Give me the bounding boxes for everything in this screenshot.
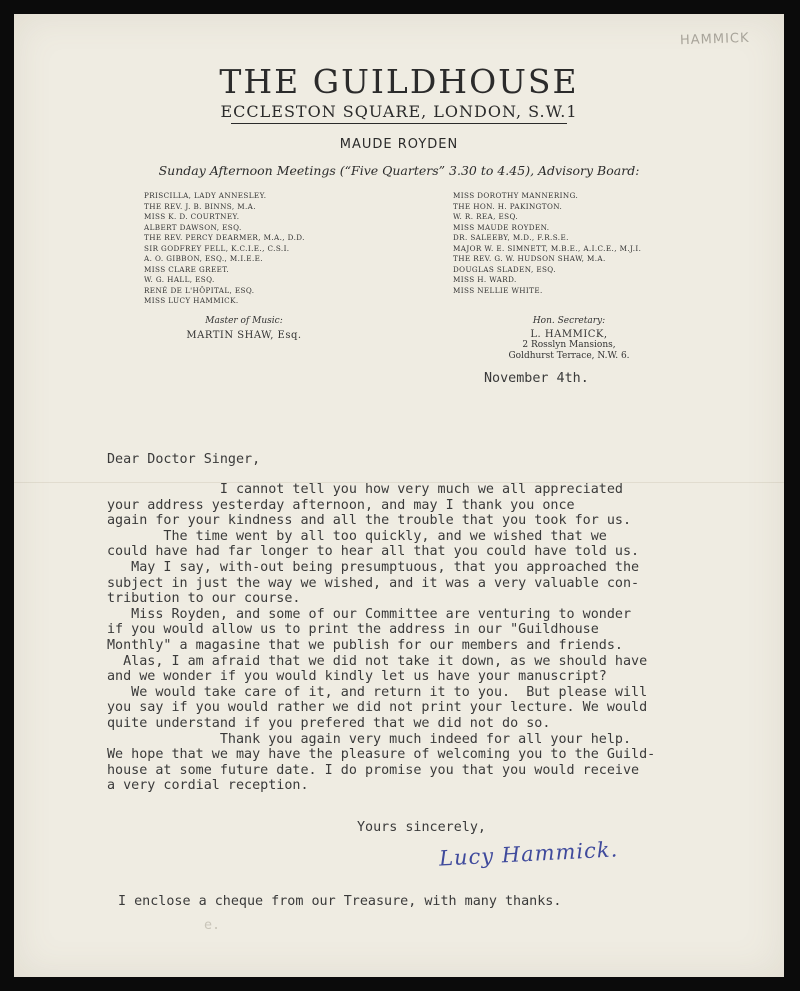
advisory-board-right (453, 191, 641, 296)
body-line: tribution to our course. (107, 591, 301, 607)
letter-salutation: Dear Doctor Singer, (107, 452, 261, 467)
body-line: subject in just the way we wished, and it was a very valuable con- (107, 575, 640, 591)
board-member: THE REV. G. W. HUDSON SHAW, M.A. (453, 254, 606, 263)
letterhead-address: ECCLESTON SQUARE, LONDON, S.W.1 (220, 102, 578, 121)
body-line: if you would allow us to print the address in our "Guildhouse (107, 622, 599, 638)
officer-address-line: 2 Rosslyn Mansions, (522, 340, 616, 350)
board-member: SIR GODFREY FELL, K.C.I.E., C.S.I. (144, 243, 290, 253)
hon-secretary (479, 316, 659, 362)
board-member: MISS CLARE GREET. (144, 264, 230, 274)
letter-page (14, 14, 784, 977)
letter-postscript: I enclose a cheque from our Treasure, with many thanks. (118, 894, 562, 909)
board-member: MISS MAUDE ROYDEN. (453, 222, 550, 232)
board-member: DR. SALEEBY, M.D., F.R.S.E. (453, 233, 569, 242)
body-line: a very cordial reception. (107, 778, 309, 794)
board-member: THE HON. H. PAKINGTON. (453, 201, 563, 211)
body-line: and we wonder if you would kindly let us have your manuscript? (107, 669, 607, 685)
officer-role: Hon. Secretary: (532, 316, 606, 326)
board-member: RENÉ DE L'HÔPITAL, ESQ. (144, 285, 255, 295)
board-member: MISS LUCY HAMMICK. (144, 296, 239, 305)
body-line: Monthly" a magasine that we publish for our members and friends. (107, 637, 623, 653)
advisory-board-left (144, 191, 305, 307)
body-line: you say if you would rather we did not print your lecture. We would (107, 700, 648, 716)
body-line: could have had far longer to hear all that you could have told us. (107, 544, 640, 560)
officer-role: Master of Music: (205, 316, 283, 326)
officer-name: L. HAMMICK, (530, 329, 608, 340)
board-member: MAJOR W. E. SIMNETT, M.B.E., A.I.C.E., M.J.I. (453, 243, 642, 253)
letterhead-rule (231, 123, 567, 124)
body-line: We would take care of it, and return it to you. But please will (107, 684, 648, 700)
officer-address-line: Goldhurst Terrace, N.W. 6. (508, 351, 630, 361)
board-member: MISS K. D. COURTNEY. (144, 212, 240, 221)
board-member: DOUGLAS SLADEN, ESQ. (453, 264, 556, 274)
board-member: W. R. REA, ESQ. (453, 212, 519, 221)
handwritten-signature: Lucy Hammick. (438, 837, 619, 871)
body-line: The time went by all too quickly, and we wished that we (107, 528, 607, 544)
board-member: MISS NELLIE WHITE. (453, 285, 543, 295)
body-line: house at some future date. I do promise you that you would receive (107, 762, 640, 778)
letter-body (107, 482, 767, 794)
master-of-music (164, 316, 324, 341)
letter-closing: Yours sincerely, (357, 820, 486, 835)
letterhead-meetings: Sunday Afternoon Meetings (“Five Quarters” 3.30 to 4.45), Advisory Board: (158, 163, 640, 178)
board-member: ALBERT DAWSON, ESQ. (144, 222, 242, 232)
letter-date: November 4th. (484, 371, 589, 386)
faint-offset-text: e. (204, 918, 221, 933)
board-member: MISS DOROTHY MANNERING. (453, 191, 579, 200)
board-member: W. G. HALL, ESQ. (144, 275, 215, 284)
board-member: PRISCILLA, LADY ANNESLEY. (144, 191, 267, 200)
body-line: Thank you again very much indeed for all your help. (107, 731, 632, 747)
body-line: Miss Royden, and some of our Committee are venturing to wonder (107, 606, 632, 622)
body-line: I cannot tell you how very much we all appreciated (107, 482, 623, 497)
board-member: MISS H. WARD. (453, 275, 517, 284)
letterhead-title: THE GUILDHOUSE (219, 62, 579, 101)
body-line: quite understand if you prefered that we did not do so. (107, 715, 551, 731)
letterhead-founder: MAUDE ROYDEN (339, 137, 459, 152)
board-member: A. O. GIBBON, ESQ., M.I.E.E. (144, 254, 263, 263)
body-line: May I say, with-out being presumptuous, that you approached the (107, 559, 640, 575)
body-line: your address yesterday afternoon, and may I thank you once (107, 497, 575, 513)
body-line: We hope that we may have the pleasure of welcoming you to the Guild- (107, 747, 656, 763)
officer-name: MARTIN SHAW, Esq. (186, 330, 302, 341)
body-line: Alas, I am afraid that we did not take it down, as we should have (107, 653, 648, 669)
board-member: THE REV. J. B. BINNS, M.A. (144, 201, 256, 211)
board-member: THE REV. PERCY DEARMER, M.A., D.D. (144, 233, 305, 242)
pencil-annotation: HAMMICK (680, 30, 751, 49)
body-line: again for your kindness and all the trouble that you took for us. (107, 513, 632, 529)
